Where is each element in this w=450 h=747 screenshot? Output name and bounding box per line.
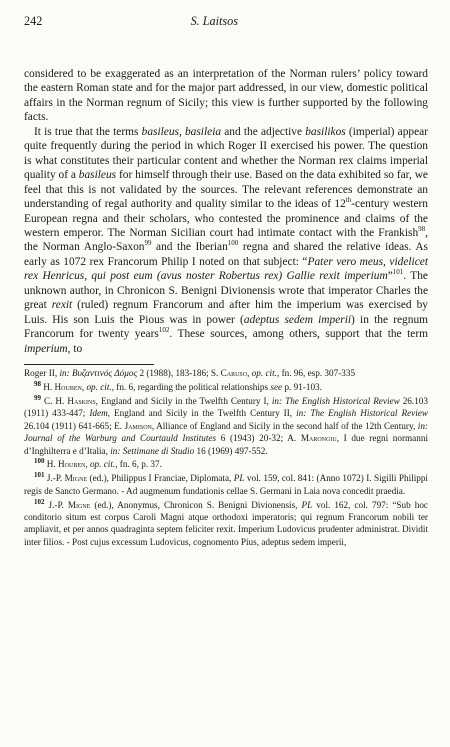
footnote-ref-102[interactable]: 102 (158, 326, 170, 335)
footnote-ref-100[interactable]: 100 (227, 239, 239, 248)
paragraph-2: It is true that the terms basileus, basileia and the adjective basilikos (imperial) appear quite frequently during the period in which Roger II exercised his power. The question is what constitutes their particular content and whether the Norman rex claims imperial quality of a basileus for himself through their use. Based on the data exhibited so far, we feel that this is not validated by the sources. The relevant references demonstrate an understanding of regal authority and quality similar to the ideas of 12th-century western European regna and their scholars, who contested the prominence and claims of the western emperor. The Norman Sicilian court had intimate contact with the Frankish$^{98}$, the Norman Anglo-Saxon$^{99}$ and the Iberian$^{100}$ regna and shared the relative ideas. As early as 1072 rex Francorum Philip I noted on that subject: “Pater vero meus, videlicet rex Henricus, qui post eum (avus noster Robertus rex) Gallie rexit imperium”$^{101}$. The unknown author, in Chronicon S. Benigni Divionensis wrote that imperator Charles the great rexit (ruled) regnum Francorum and after him the imperium was exercised by Luis. His son Luis the Pious was in power (adeptus sedem imperii) in the regnum Francorum for twenty years$^{102}$. These sources, among others, support that the term imperium, to (24, 125, 428, 355)
footnote-100: $^{100}$ H. Houben, op. cit., fn. 6, p. 37. (34, 457, 162, 470)
footnote-divider (24, 364, 154, 365)
page-header (24, 14, 428, 29)
footnote-number: 98 (34, 379, 41, 388)
running-head: S. Laitsos (190, 14, 238, 28)
footnote-101: $^{101}$ J.-P. Migne (ed.), Philippus I Franciae, Diplomata, PL vol. 159, col. 841: (Anno 1072) I. Sigilli Philippi regis de Sancto Germano. - Ad augmenum fundationis cellae S. Germani in Laia nova concedit praedia. (24, 471, 428, 496)
footnote-number: 100 (34, 457, 45, 466)
footnote-ref-98[interactable]: 98 (418, 225, 426, 234)
page-number: 242 (24, 14, 43, 28)
footnote-ref-99[interactable]: 99 (144, 239, 152, 248)
main-text (24, 67, 428, 356)
footnote-102: $^{102}$ J.-P. Migne (ed.), Anonymus, Chronicon S. Benigni Divionensis, PL vol. 162, col. 797: “Sub hoc conditorio situm est corpus Caroli Magni atque orthodoxi imperatoris; qui regnum Francorum nobili ter ampliavit, et per annos quadraginta septem feliciter rexit. Imperium Ludovicus prudenter administrat. Dividit inter filios. - Post cujus excessum Ludovicus, cognomento Pius, adeptus sedem imperii, (24, 497, 428, 547)
footnote-99: $^{99}$ C. H. Haskins, England and Sicily in the Twelfth Century I, in: The English Historical Review 26.103 (1911) 433-447; Idem, England and Sicily in the Twelfth Century II, in: The English Historical Review 26.104 (1911) 641-665; E. Jamison, Alliance of England and Sicily in the second half of the 12th Century, in: Journal of the Warburg and Courtauld Institutes 6 (1943) 20-32; A. Marongiu, I due regni normanni d’Inghilterra e d’Italia, in: Settimane di Studio 16 (1969) 497-552. (24, 393, 428, 456)
footnotes (24, 367, 428, 548)
footnote-number: 102 (34, 497, 45, 506)
paragraph-1: considered to be exaggerated as an interpretation of the Norman rulers’ policy toward the eastern Roman state and for the major part addressed, in our view, domestic political affairs in the Norman regnum of Sicily; this view is further supported by the following facts. (24, 68, 428, 124)
footnote-number: 99 (34, 393, 41, 402)
footnote-98: $^{98}$ H. Houben, op. cit., fn. 6, regarding the political relationships see p. 91-103. (34, 379, 322, 392)
footnote-ref-101[interactable]: 101 (392, 268, 404, 277)
superscript-th: th (345, 196, 352, 205)
footnote-continuation: Roger II, in: Βυζαντινός Δόμος 2 (1988), 183-186; S. Caruso, op. cit., fn. 96, esp. 307-335 (24, 368, 356, 379)
footnote-number: 101 (34, 471, 45, 480)
